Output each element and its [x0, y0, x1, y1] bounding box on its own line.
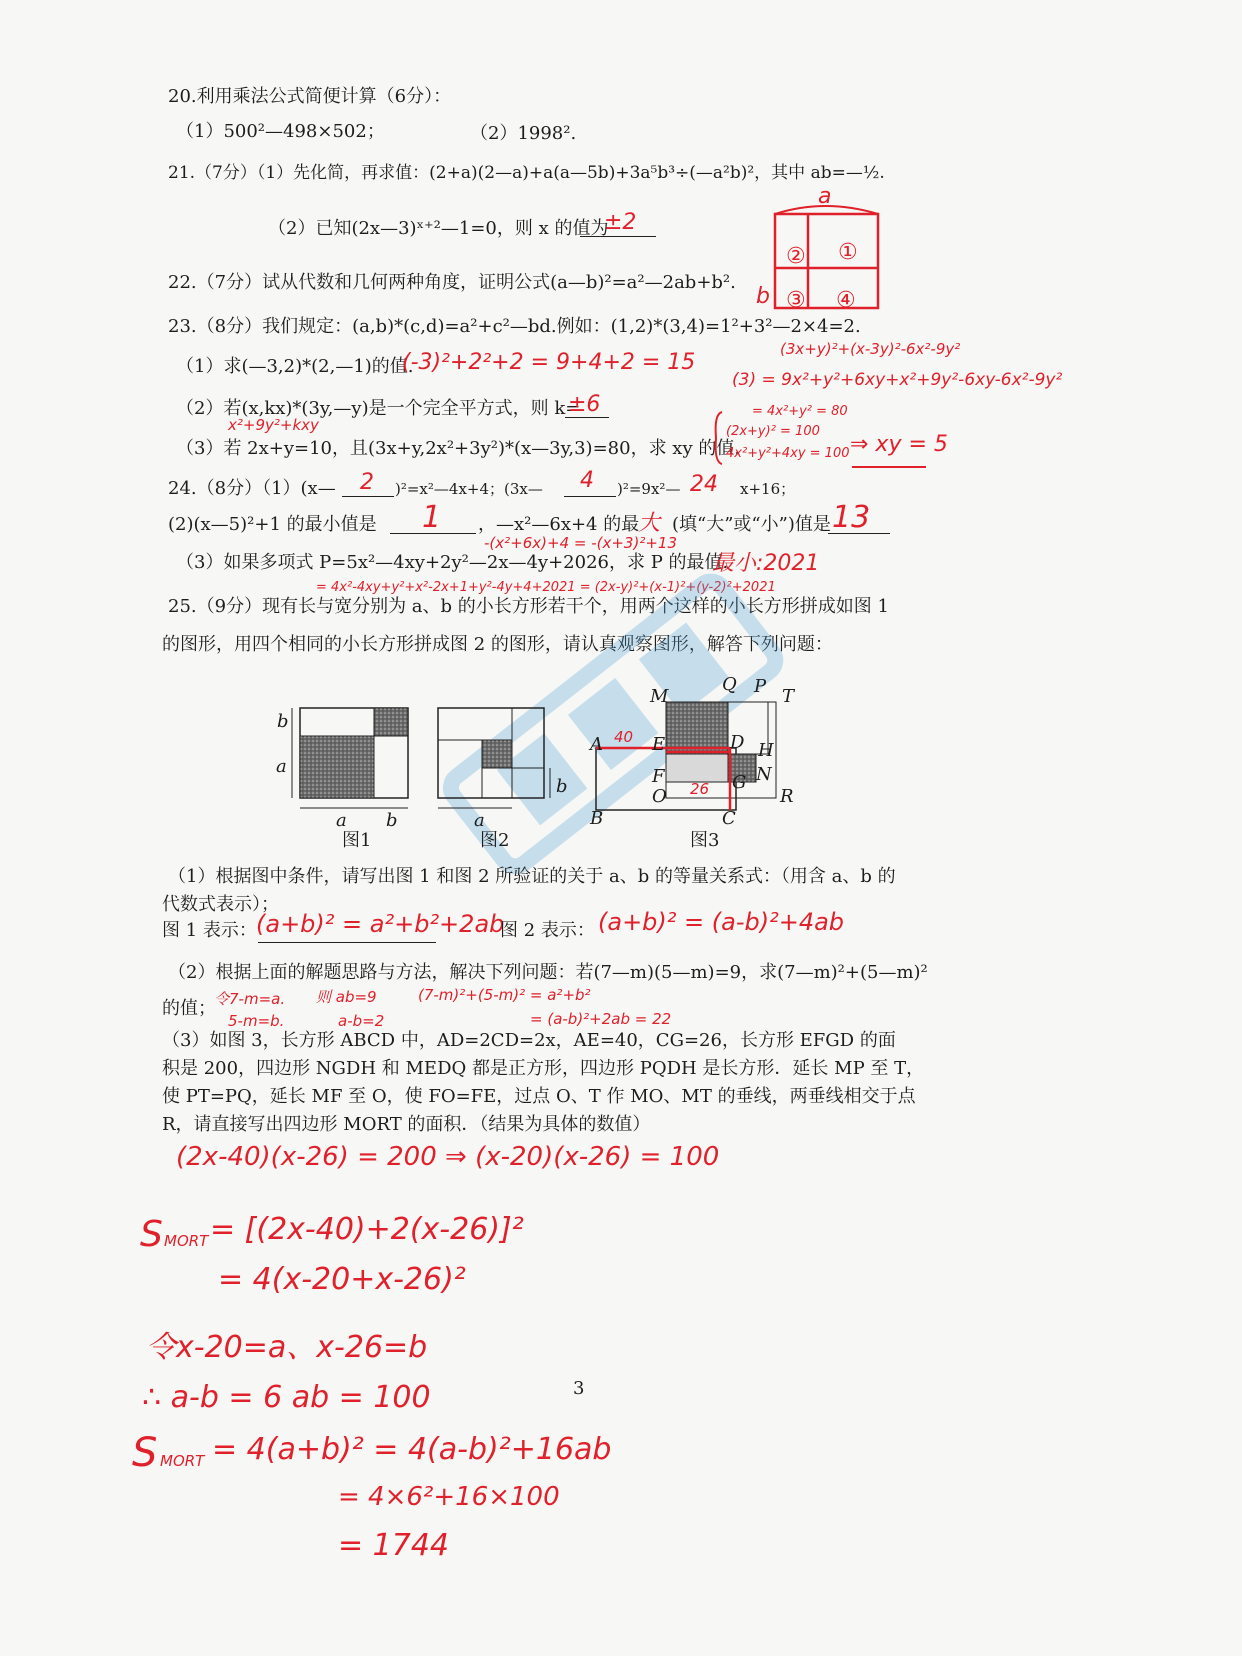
figure-1	[272, 696, 422, 832]
sq-label-a: a	[818, 184, 832, 209]
q21-blank	[580, 236, 656, 237]
fig3-R: R	[780, 786, 794, 807]
q25-2-work3: 则 ab=9	[316, 988, 377, 1006]
q21-answer: ±2	[604, 210, 637, 235]
fig3-A: A	[590, 734, 603, 755]
fig3-M: M	[650, 686, 669, 707]
q25-3-work2-b: = [(2x-40)+2(x-26)]²	[210, 1212, 524, 1247]
q24-answer1: 2	[360, 470, 374, 495]
q24-1a: 24.（8分）（1）(x—	[168, 478, 336, 499]
q24-3-answer: 最小:2021	[712, 551, 820, 576]
q25-part1: （1）根据图中条件，请写出图 1 和图 2 所验证的关于 a、b 的等量关系式：（用含 a、b 的	[168, 866, 896, 887]
q23-blank	[565, 417, 609, 418]
q25-intro2: 的图形，用四个相同的小长方形拼成图 2 的图形，请认真观察图形，解答下列问题：	[162, 634, 833, 655]
q24-1b: )²=x²—4x+4；(3x—	[395, 480, 543, 498]
sq-label-b: b	[756, 284, 770, 309]
q23-3-work1: (3x+y)²+(x-3y)²-6x²-9y²	[780, 340, 961, 358]
fig2-caption: 图2	[480, 830, 510, 851]
q25-3-work6-b: = 4(a+b)² = 4(a-b)²+16ab	[212, 1432, 612, 1467]
q25-3-work6-sub: MORT	[160, 1452, 205, 1470]
q23-3-work2: (3) = 9x²+y²+6xy+x²+9y²-6xy-6x²-9y²	[732, 370, 1063, 390]
q25-2-work2: 5-m=b.	[228, 1012, 285, 1030]
figure-3	[588, 680, 808, 830]
q24-answer5: 大	[638, 511, 661, 536]
fig3-F: F	[652, 766, 665, 787]
q25-3-work8: = 1744	[338, 1528, 450, 1563]
fig3-E: E	[652, 734, 666, 755]
q25-part1b: 代数式表示）；	[162, 894, 279, 915]
fig3-H: H	[758, 740, 774, 761]
q23-part3: （3）若 2x+y=10，且(3x+y,2x²+3y²)*(x—3y,3)=80，求 xy 的值.	[176, 438, 741, 459]
fig1-label: 图 1 表示：	[162, 920, 257, 941]
q25-3-work6-s: S	[132, 1430, 158, 1476]
q24-answer3: 24	[690, 472, 718, 497]
fig2-a: a	[474, 810, 485, 831]
fig3-P: P	[754, 676, 767, 697]
q25-part2: （2）根据上面的解题思路与方法，解决下列问题：若(7—m)(5—m)=9，求(7—m)²+(5—m)²	[168, 962, 928, 983]
q25-3-work4: 令x-20=a、x-26=b	[146, 1330, 428, 1365]
q24-2b: ，—x²—6x+4 的最	[478, 514, 640, 535]
q25-3-work2-s: S	[140, 1214, 163, 1255]
q24-blank2	[564, 496, 616, 497]
q25-part3c: 使 PT=PQ，延长 MF 至 O，使 FO=FE，过点 O、T 作 MO、MT 的垂线，两垂线相交于点	[162, 1086, 916, 1107]
fig3-C: C	[722, 808, 736, 829]
fig1-blank	[258, 942, 436, 943]
q24-1c: )²=9x²—	[617, 480, 681, 498]
q25-part2b: 的值；	[162, 998, 216, 1019]
q24-answer6: 13	[832, 500, 871, 535]
q25-3-work1: (2x-40)(x-26) = 200 ⇒ (x-20)(x-26) = 100	[176, 1142, 720, 1172]
q20-title: 20.利用乘法公式简便计算（6分）：	[168, 86, 452, 107]
q23: 23.（8分）我们规定：(a,b)*(c,d)=a²+c²—bd.例如：(1,2)*(3,4)=1²+3²—2×4=2.	[168, 316, 861, 337]
fig3-B: B	[590, 808, 604, 829]
q24-3-work: = 4x²-4xy+y²+x²-2x+1+y²-4y+4+2021 = (2x-y)²+(x-1)²+(y-2)²+2021	[316, 580, 776, 595]
q23-part2-work: x²+9y²+kxy	[228, 416, 319, 434]
q25-3-work5: ∴ a-b = 6 ab = 100	[142, 1380, 431, 1415]
sq-cell-2: ②	[786, 244, 806, 269]
q24-2a: (2)(x—5)²+1 的最小值是	[168, 514, 377, 535]
fig1-b: b	[277, 711, 289, 732]
q23-part2: （2）若(x,kx)*(3y,—y)是一个完全平方式，则 k=	[176, 398, 581, 419]
q20-part2: （2）1998².	[470, 123, 577, 144]
fig2-answer: (a+b)² = (a-b)²+4ab	[598, 908, 845, 936]
q23-part1-answer: (-3)²+2²+2 = 9+4+2 = 15	[402, 350, 696, 375]
fig1-answer: (a+b)² = a²+b²+2ab	[256, 910, 505, 938]
q23-3-answer: ⇒ xy = 5	[850, 432, 948, 457]
q21-part2: （2）已知(2x—3)ˣ⁺²—1=0，则 x 的值为	[268, 218, 609, 239]
q24-answer4: 1	[422, 500, 442, 535]
fig3-T: T	[782, 686, 795, 707]
figure-2	[432, 696, 572, 832]
fig3-Q: Q	[722, 674, 737, 695]
fig3-caption: 图3	[690, 830, 720, 851]
q24-1d: x+16；	[740, 480, 796, 498]
fig2-label: 图 2 表示：	[500, 920, 595, 941]
fig3-G: G	[732, 772, 747, 793]
q25-3-work3: = 4(x-20+x-26)²	[218, 1262, 466, 1297]
q24-part3: （3）如果多项式 P=5x²—4xy+2y²—2x—4y+2026，求 P 的最值.	[176, 552, 729, 573]
q24-answer2: 4	[580, 468, 594, 493]
q23-brace	[712, 410, 726, 466]
sq-cell-3: ③	[786, 288, 806, 313]
q23-3-work3: = 4x²+y² = 80	[752, 404, 848, 419]
fig3-N: N	[756, 764, 772, 785]
fig1-b-bottom: b	[386, 810, 398, 831]
q24-2c: (填“大”或“小”)值是	[672, 514, 831, 535]
q23-3-work5: 4x²+y²+4xy = 100	[726, 446, 850, 461]
q24-work: -(x²+6x)+4 = -(x+3)²+13	[484, 534, 677, 552]
q25-3-work2-sub: MORT	[164, 1232, 209, 1250]
page-number: 3	[573, 1378, 585, 1399]
sq-cell-1: ①	[838, 240, 858, 265]
q25-3-work7: = 4×6²+16×100	[338, 1482, 560, 1512]
fig1-a: a	[276, 756, 287, 777]
q25-2-work5: (7-m)²+(5-m)² = a²+b²	[418, 986, 591, 1004]
q25-part3d: R，请直接写出四边形 MORT 的面积．（结果为具体的数值）	[162, 1114, 651, 1135]
fig3-D: D	[730, 732, 745, 753]
fig3-O: O	[652, 786, 667, 807]
fig3-label-40: 40	[614, 728, 634, 746]
fig1-a-bottom: a	[336, 810, 347, 831]
fig1-caption: 图1	[342, 830, 372, 851]
sq-cell-4: ④	[836, 288, 856, 313]
q25-2-work4: a-b=2	[338, 1012, 385, 1030]
q23-3-work4: (2x+y)² = 100	[726, 424, 820, 439]
q20-part1: （1）500²—498×502；	[176, 121, 385, 142]
q23-part2-answer: ±6	[568, 392, 601, 417]
q22: 22.（7分）试从代数和几何两种角度，证明公式(a—b)²=a²—2ab+b².	[168, 272, 736, 293]
q24-blank1	[342, 496, 394, 497]
q25-intro1: 25.（9分）现有长与宽分别为 a、b 的小长方形若干个，用两个这样的小长方形拼成如图 1	[168, 596, 889, 617]
q25-2-work1: 令7-m=a.	[214, 990, 286, 1008]
q21-part1: 21.（7分）（1）先化简，再求值：(2+a)(2—a)+a(a—5b)+3a⁵b³÷(—a²b)²，其中 ab=—½.	[168, 163, 885, 183]
q25-part3b: 积是 200，四边形 NGDH 和 MEDQ 都是正方形，四边形 PQDH 是长方形．延长 MP 至 T，	[162, 1058, 925, 1079]
q23-part1: （1）求(—3,2)*(2,—1)的值.	[176, 356, 414, 377]
q25-part3a: （3）如图 3，长方形 ABCD 中，AD=2CD=2x，AE=40，CG=26，长方形 EFGD 的面	[162, 1030, 896, 1051]
q23-3-underline	[852, 466, 926, 468]
fig3-label-26: 26	[690, 780, 710, 798]
q25-2-work6: = (a-b)²+2ab = 22	[530, 1010, 672, 1028]
fig2-b: b	[556, 776, 568, 797]
